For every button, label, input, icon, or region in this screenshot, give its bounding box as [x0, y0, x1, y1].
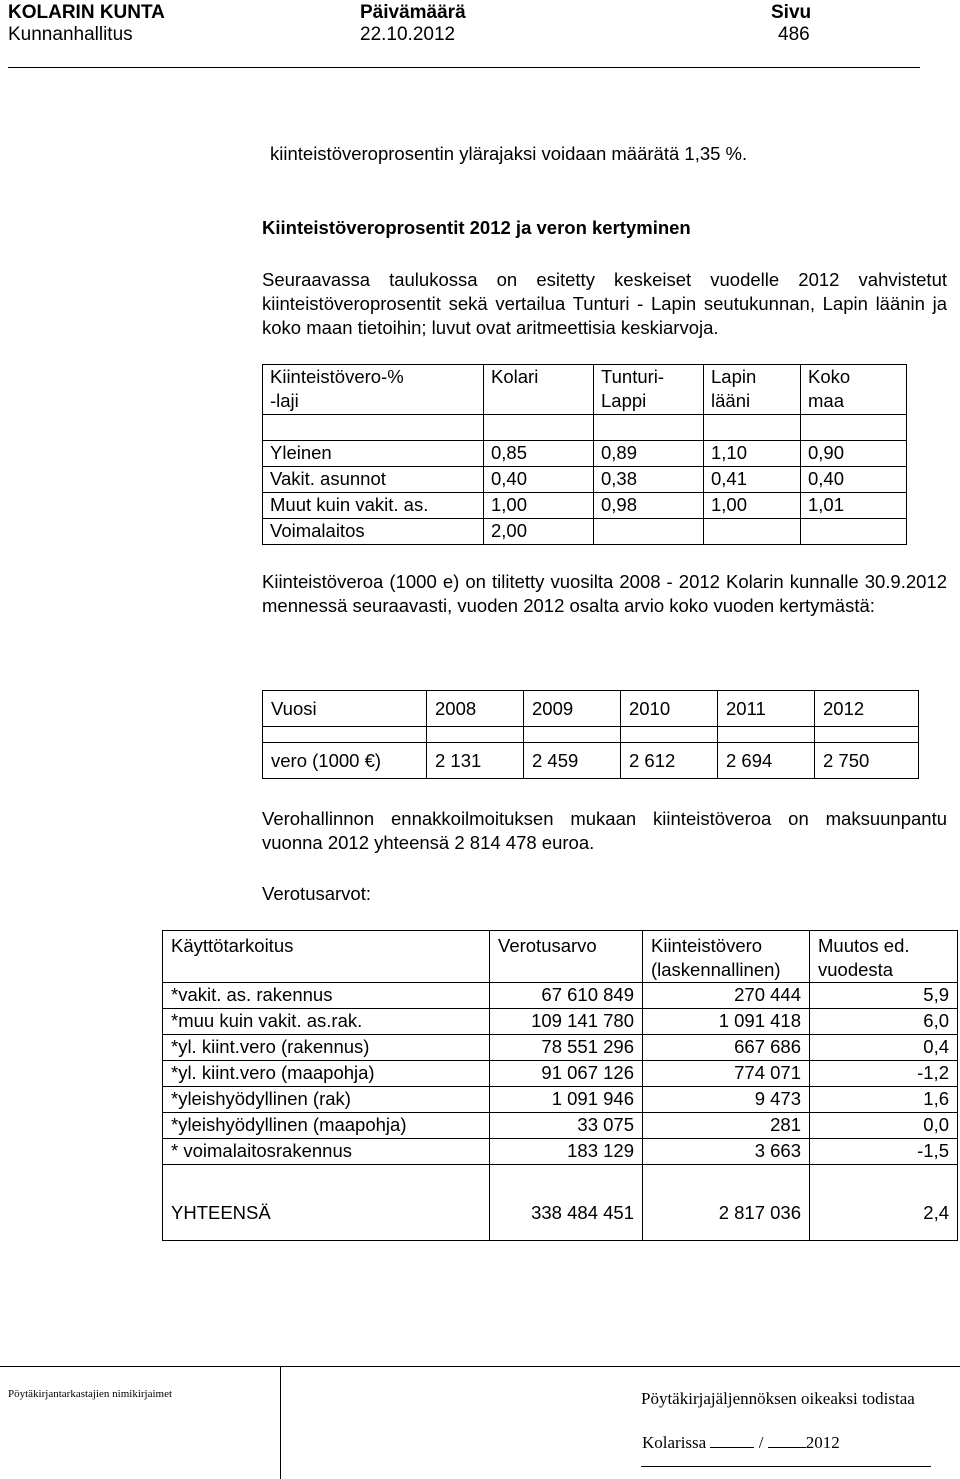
rate-value: 0,85	[484, 441, 594, 467]
table-row	[163, 1035, 958, 1061]
change-cell: -1,5	[810, 1139, 958, 1165]
rate-value: 0,90	[801, 441, 907, 467]
section-title: Kiinteistöveroprosentit 2012 ja veron kertyminen	[262, 217, 691, 238]
value-cell: 33 075	[490, 1113, 643, 1139]
years-spacer-row	[263, 727, 919, 743]
usage-cell: *yl. kiint.vero (maapohja)	[163, 1061, 490, 1087]
tax-label: vero (1000 €)	[263, 743, 427, 779]
rate-value: 2,00	[484, 519, 594, 545]
tax-cell: 2 694	[718, 743, 815, 779]
values-header-value: Verotusarvo	[490, 931, 643, 983]
usage-cell: *yleishyödyllinen (maapohja)	[163, 1113, 490, 1139]
footer-year: 2012	[805, 1433, 840, 1452]
year-cell: 2010	[621, 691, 718, 727]
table-row	[263, 519, 907, 545]
value-cell: 1 091 946	[490, 1087, 643, 1113]
usage-cell: *vakit. as. rakennus	[163, 983, 490, 1009]
rate-type: Vakit. asunnot	[263, 467, 484, 493]
date-label: Päivämäärä	[360, 2, 466, 23]
footer-divider	[280, 1367, 281, 1479]
tax-cell: 2 131	[427, 743, 524, 779]
rate-value: 0,40	[484, 467, 594, 493]
rate-value: 0,98	[594, 493, 704, 519]
rates-header-kolari: Kolari	[484, 365, 594, 415]
rates-header-koko: Koko maa	[801, 365, 907, 415]
change-cell: 0,0	[810, 1113, 958, 1139]
change-cell: 1,6	[810, 1087, 958, 1113]
tax-cell: 2 612	[621, 743, 718, 779]
rates-header-type: Kiinteistövero-% -laji	[263, 365, 484, 415]
page-number: 486	[778, 24, 810, 45]
org-body: Kunnanhallitus	[8, 24, 133, 45]
paragraph-assessed: Verohallinnon ennakkoilmoituksen mukaan kiinteistöveroa on maksuunpantu vuonna 2012 yhteensä 2 814 478 euroa.	[262, 808, 947, 853]
rates-header-row	[263, 365, 907, 415]
value-cell: 67 610 849	[490, 983, 643, 1009]
usage-cell: *yl. kiint.vero (rakennus)	[163, 1035, 490, 1061]
footer-initials-label: Pöytäkirjantarkastajien nimikirjaimet	[8, 1388, 173, 1400]
total-row	[163, 1201, 958, 1241]
header-rule	[8, 67, 920, 68]
rate-value	[594, 519, 704, 545]
tax-cell: 667 686	[643, 1035, 810, 1061]
rate-type: Muut kuin vakit. as.	[263, 493, 484, 519]
total-value: 338 484 451	[490, 1201, 643, 1241]
footer-certify-label: Pöytäkirjajäljennöksen oikeaksi todistaa	[641, 1389, 915, 1408]
value-cell: 109 141 780	[490, 1009, 643, 1035]
rate-value: 0,89	[594, 441, 704, 467]
tax-cell: 774 071	[643, 1061, 810, 1087]
values-header-row	[163, 931, 958, 983]
rate-value	[704, 519, 801, 545]
change-cell: 5,9	[810, 983, 958, 1009]
tax-cell: 2 459	[524, 743, 621, 779]
change-cell: 6,0	[810, 1009, 958, 1035]
table-row	[163, 1139, 958, 1165]
rate-value: 0,38	[594, 467, 704, 493]
values-table	[162, 930, 958, 1241]
footer-day-blank	[710, 1433, 754, 1448]
table-row	[263, 493, 907, 519]
rate-type: Yleinen	[263, 441, 484, 467]
total-label: YHTEENSÄ	[163, 1201, 490, 1241]
rate-value: 1,00	[704, 493, 801, 519]
values-spacer-row	[163, 1165, 958, 1201]
rate-value	[801, 519, 907, 545]
footer-place: Kolarissa	[642, 1433, 707, 1452]
footer-place-date	[642, 1433, 840, 1453]
tax-cell: 281	[643, 1113, 810, 1139]
footer-signature-line	[641, 1466, 931, 1467]
year-cell: 2011	[718, 691, 815, 727]
meeting-date: 22.10.2012	[360, 24, 456, 45]
values-header-usage: Käyttötarkoitus	[163, 931, 490, 983]
rate-type: Voimalaitos	[263, 519, 484, 545]
rates-spacer-row	[263, 415, 907, 441]
verotusarvot-label: Verotusarvot:	[262, 883, 372, 904]
table-row	[263, 743, 919, 779]
footer-month-blank	[768, 1433, 806, 1448]
values-header-change: Muutos ed. vuodesta	[810, 931, 958, 983]
years-header: Vuosi	[263, 691, 427, 727]
tax-cell: 9 473	[643, 1087, 810, 1113]
rate-value: 0,41	[704, 467, 801, 493]
paragraph-rates: Seuraavassa taulukossa on esitetty keskeiset vuodelle 2012 vahvistetut kiinteistöveroprosentit sekä vertailua Tunturi - Lapin seutukunnan, Lapin läänin ja koko maan tietoihin; luvut ovat aritmeettisia keskiarvoja.	[262, 269, 947, 338]
value-cell: 91 067 126	[490, 1061, 643, 1087]
change-cell: 0,4	[810, 1035, 958, 1061]
rate-value: 1,00	[484, 493, 594, 519]
rate-value: 0,40	[801, 467, 907, 493]
year-cell: 2012	[815, 691, 919, 727]
rates-table	[262, 364, 907, 545]
year-cell: 2009	[524, 691, 621, 727]
footer-slash: /	[758, 1433, 764, 1452]
total-tax: 2 817 036	[643, 1201, 810, 1241]
year-cell: 2008	[427, 691, 524, 727]
tax-cell: 3 663	[643, 1139, 810, 1165]
footer-rule	[0, 1366, 960, 1367]
tax-cell: 270 444	[643, 983, 810, 1009]
table-row	[163, 1087, 958, 1113]
rates-header-tunturi: Tunturi- Lappi	[594, 365, 704, 415]
usage-cell: *muu kuin vakit. as.rak.	[163, 1009, 490, 1035]
table-row	[163, 1009, 958, 1035]
total-change: 2,4	[810, 1201, 958, 1241]
table-row	[263, 467, 907, 493]
rates-header-lapin: Lapin lääni	[704, 365, 801, 415]
value-cell: 78 551 296	[490, 1035, 643, 1061]
values-header-tax: Kiinteistövero (laskennallinen)	[643, 931, 810, 983]
rate-value: 1,01	[801, 493, 907, 519]
usage-cell: *yleishyödyllinen (rak)	[163, 1087, 490, 1113]
usage-cell: * voimalaitosrakennus	[163, 1139, 490, 1165]
intro-line: kiinteistöveroprosentin ylärajaksi voidaan määrätä 1,35 %.	[270, 143, 748, 164]
table-row	[163, 1061, 958, 1087]
table-row	[163, 983, 958, 1009]
org-name: KOLARIN KUNTA	[8, 2, 165, 23]
rate-value: 1,10	[704, 441, 801, 467]
table-row	[163, 1113, 958, 1139]
paragraph-collected: Kiinteistöveroa (1000 e) on tilitetty vuosilta 2008 - 2012 Kolarin kunnalle 30.9.2012 mennessä seuraavasti, vuoden 2012 osalta arvio koko vuoden kertymästä:	[262, 571, 947, 616]
page-label: Sivu	[771, 2, 812, 23]
change-cell: -1,2	[810, 1061, 958, 1087]
table-row	[263, 441, 907, 467]
years-table	[262, 690, 919, 779]
value-cell: 183 129	[490, 1139, 643, 1165]
table-row	[263, 691, 919, 727]
tax-cell: 1 091 418	[643, 1009, 810, 1035]
tax-cell: 2 750	[815, 743, 919, 779]
